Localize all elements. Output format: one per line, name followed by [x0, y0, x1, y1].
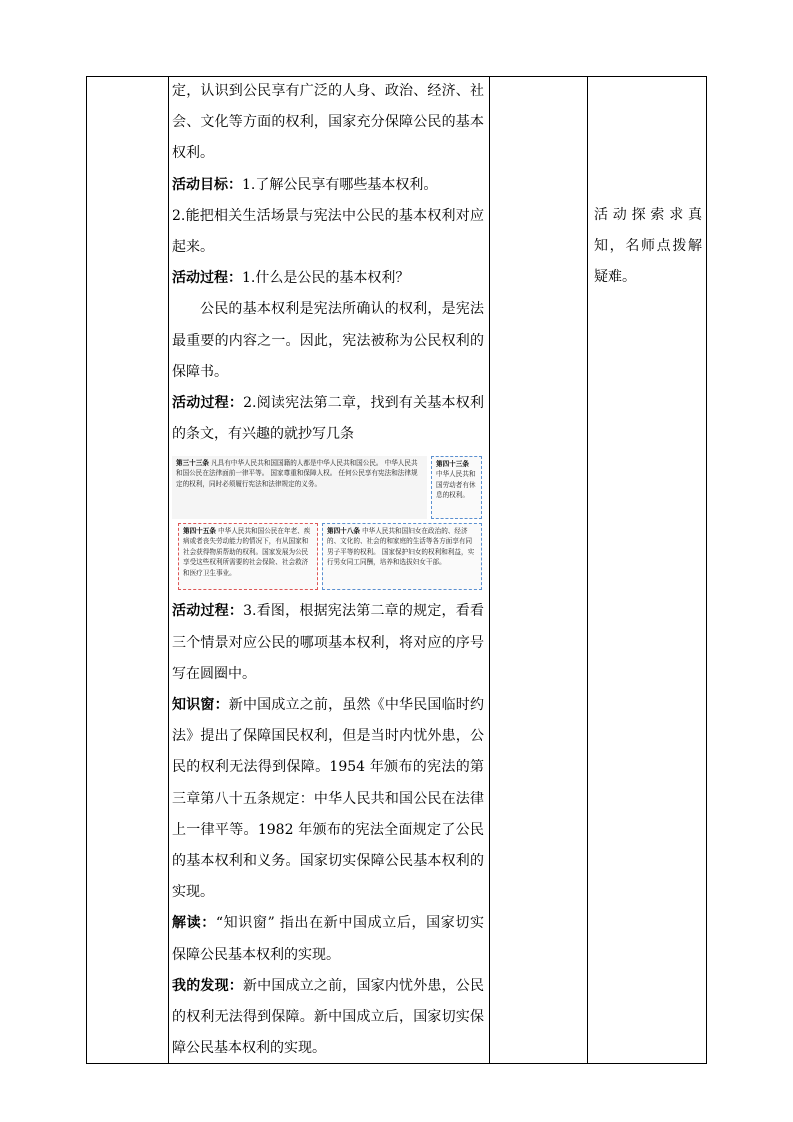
interpret-label: 解读： — [172, 915, 216, 932]
activity-goal — [172, 170, 484, 201]
interpretation — [172, 908, 484, 970]
column-divider — [168, 77, 169, 1063]
process-2-text: 2.阅读宪法第二章，找到有关基本权利的条文，有兴趣的就抄写几条 — [172, 395, 485, 443]
process-label: 活动过程： — [172, 603, 244, 620]
my-discovery — [172, 971, 484, 1065]
knowledge-label: 知识窗： — [172, 697, 229, 714]
activity-process-3 — [172, 596, 484, 690]
process-3-text: 3.看图，根据宪法第二章的规定，看看三个情景对应公民的哪项基本权利，将对应的序号写在圆圈中。 — [172, 603, 485, 682]
activity-goal-2: 2.能把相关生活场景与宪法中公民的基本权利对应起来。 — [172, 207, 484, 256]
goal-label: 活动目标： — [172, 176, 242, 193]
process-label: 活动过程： — [172, 270, 242, 287]
discovery-label: 我的发现： — [172, 977, 243, 994]
intro-paragraph: 定，认识到公民享有广泛的人身、政治、经济、社会、文化等方面的权利，国家充分保障公民的基本权利。 — [172, 83, 484, 162]
discovery-text: 新中国成立之前，国家内忧外患，公民的权利无法得到保障。新中国成立后，国家切实保障公民基本权利的实现。 — [172, 977, 484, 1057]
constitution-articles-image — [172, 456, 482, 590]
activity-process-1 — [172, 263, 484, 294]
interpret-text: “知识窗” 指出在新中国成立后，国家切实保障公民基本权利的实现。 — [172, 915, 484, 963]
article-45-box: 第四十五条 中华人民共和国公民在年老、疾病或者丧失劳动能力的情况下，有从国家和社会获得物质帮助的权利。国家发展为公民享受这些权利所需要的社会保险、社会救济和医疗卫生事业。 — [178, 523, 318, 590]
knowledge-window — [172, 690, 484, 908]
teacher-remark-cell: 活动探索求真知，名师点拨解疑难。 — [594, 207, 702, 286]
process-1-text: 1.什么是公民的基本权利？ — [242, 270, 410, 287]
article-33-box: 第三十三条 凡具有中华人民共和国国籍的人都是中华人民共和国公民。 中华人民共和国公民在法律面前一律平等。 国家尊重和保障人权。 任何公民享有宪法和法律规定的权利，同时必须履行宪法和法律规定的义务。 — [172, 456, 427, 519]
definition-paragraph: 公民的基本权利是宪法所确认的权利，是宪法最重要的内容之一。因此，宪法被称为公民权利的保障书。 — [172, 301, 484, 380]
column-divider — [489, 77, 490, 1063]
activity-process-2 — [172, 388, 484, 450]
knowledge-text: 新中国成立之前，虽然《中华民国临时约法》提出了保障国民权利，但是当时内忧外患，公民的权利无法得到保障。1954 年颁布的宪法的第三章第八十五条规定：中华人民共和国公民在法律上一律平等。1982 年颁布的宪法全面规定了公民的基本权利和义务。国家切实保障公民基本权利的实现。 — [172, 697, 485, 901]
goal-text: 1.了解公民享有哪些基本权利。 — [242, 176, 438, 193]
column-divider — [587, 77, 588, 1063]
article-48-box: 第四十八条 中华人民共和国妇女在政治的、经济的、文化的、社会的和家庭的生活等各方面享有同男子平等的权利。 国家保护妇女的权利和利益，实行男女同工同酬，培养和选拔妇女干部。 — [322, 523, 482, 590]
article-43-box: 第四十三条 中华人民共和国劳动者有休息的权利。 — [431, 456, 482, 519]
process-label: 活动过程： — [172, 395, 244, 412]
